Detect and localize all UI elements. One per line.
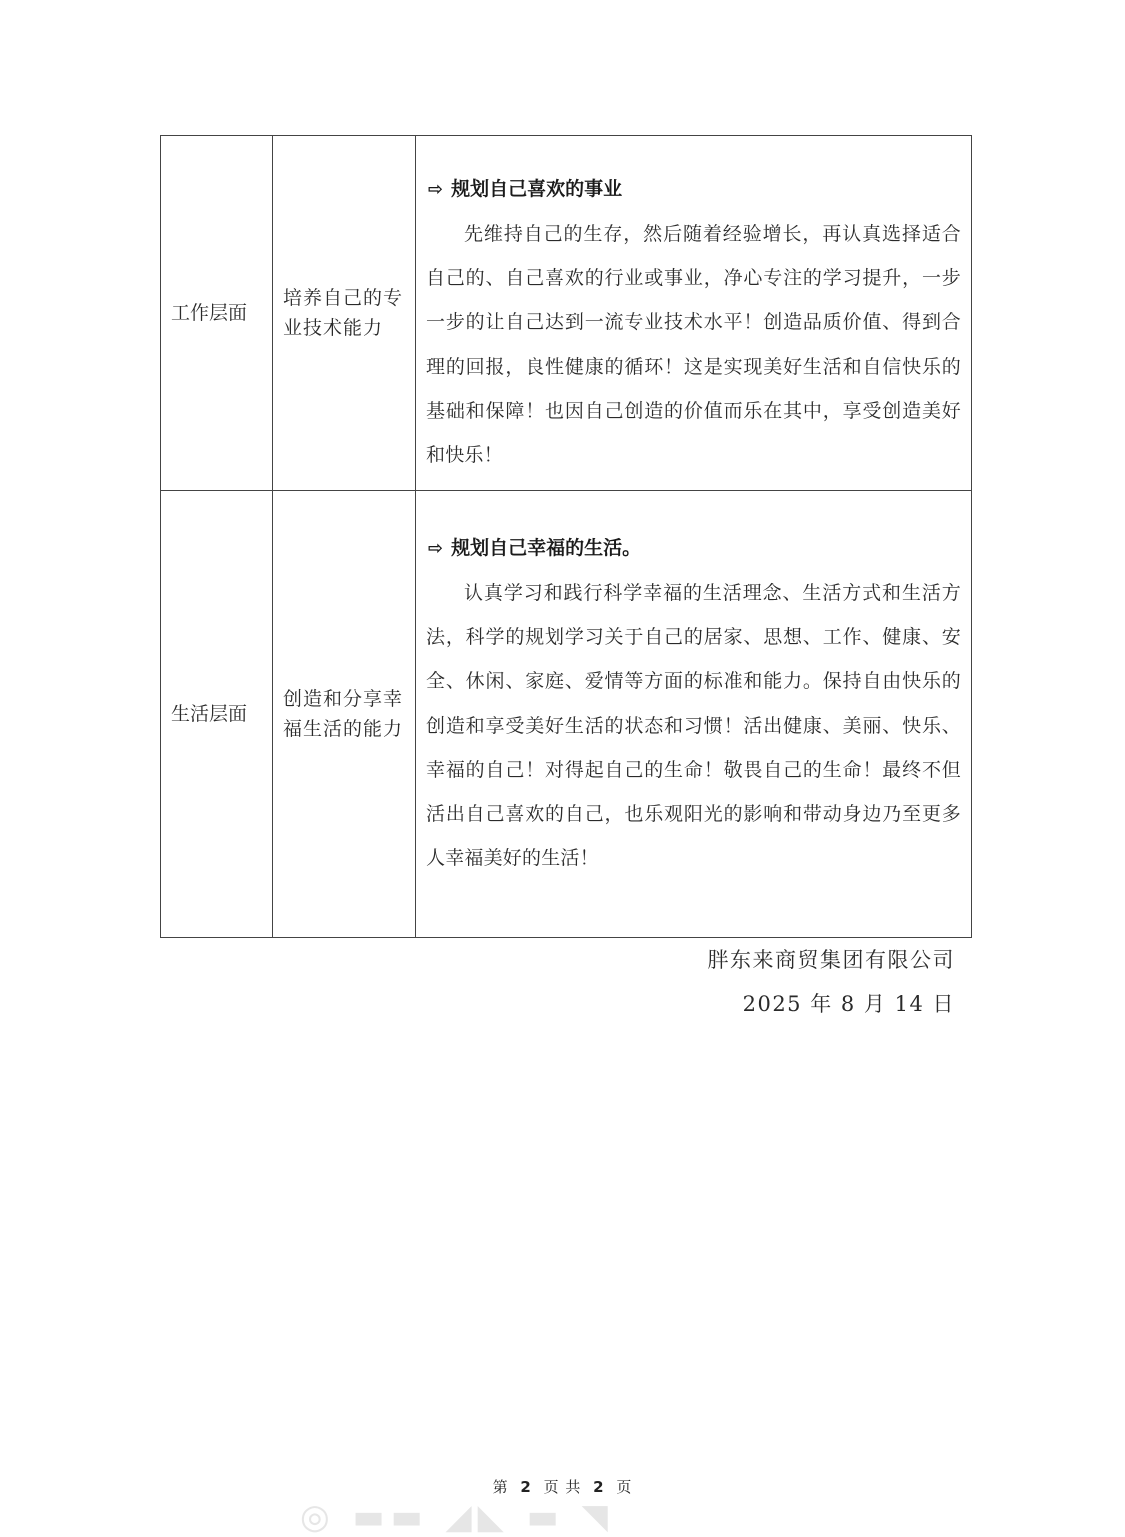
section-paragraph: 认真学习和践行科学幸福的生活理念、生活方式和生活方法，科学的规划学习关于自己的居家、思想、工作、健康、安全、休闲、家庭、爱情等方面的标准和能力。保持自由快乐的创造和享受美好生活的状态和习惯！活出健康、美丽、快乐、幸福的自己！对得起自己的生命！敬畏自己的生命！最终不但活出自己喜欢的自己，也乐观阳光的影响和带动身边乃至更多人幸福美好的生活！ — [426, 582, 961, 870]
footer-prefix: 第 — [492, 1478, 509, 1496]
arrow-right-icon: ⇨ — [428, 538, 444, 559]
total-page-number: 2 — [593, 1478, 605, 1496]
signature-date: 2025 年 8 月 14 日 — [742, 992, 955, 1016]
current-page-number: 2 — [520, 1478, 532, 1496]
ability-label: 创造和分享幸福生活的能力 — [283, 688, 404, 740]
table-row-life — [161, 491, 972, 938]
content-cell — [416, 491, 972, 938]
section-heading — [426, 166, 961, 212]
table-row-work — [161, 136, 972, 491]
signature-block — [708, 938, 956, 1026]
company-name: 胖东来商贸集团有限公司 — [707, 948, 955, 972]
section-heading-text: 规划自己喜欢的事业 — [451, 178, 623, 200]
ability-cell — [273, 136, 416, 491]
level-cell — [161, 491, 273, 938]
footer-suffix: 页 — [616, 1478, 633, 1496]
arrow-right-icon: ⇨ — [428, 179, 444, 200]
content-table — [160, 135, 972, 938]
watermark-graphic: ◎ ▬▬ ◢◣ ▬ ◥ — [300, 1497, 614, 1537]
level-cell — [161, 136, 273, 491]
ability-label: 培养自己的专业技术能力 — [283, 287, 404, 339]
content-cell — [416, 136, 972, 491]
section-heading — [426, 525, 961, 571]
section-paragraph: 先维持自己的生存，然后随着经验增长，再认真选择适合自己的、自己喜欢的行业或事业，净心专注的学习提升，一步一步的让自己达到一流专业技术水平！创造品质价值、得到合理的回报，良性健康的循环！这是实现美好生活和自信快乐的基础和保障！也因自己创造的价值而乐在其中，享受创造美好和快乐！ — [426, 223, 961, 467]
section-heading-text: 规划自己幸福的生活。 — [451, 537, 642, 559]
level-label: 生活层面 — [171, 703, 248, 725]
page-number-footer — [0, 1476, 1125, 1497]
ability-cell — [273, 491, 416, 938]
level-label: 工作层面 — [171, 302, 248, 324]
footer-middle: 页 共 — [543, 1478, 582, 1496]
